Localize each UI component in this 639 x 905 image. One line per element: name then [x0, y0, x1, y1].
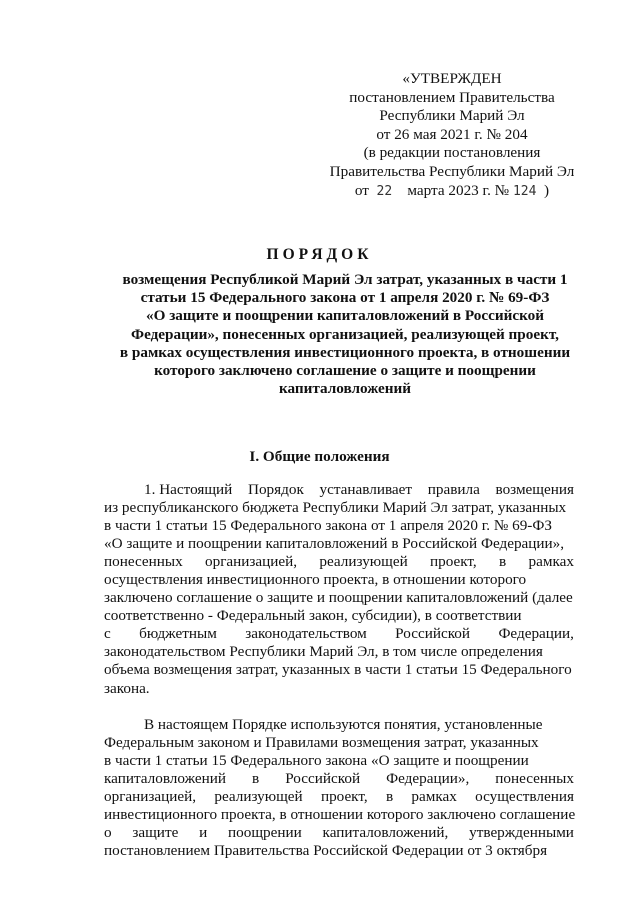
text-segment: постановлением Правительства Российской Федерации от 3 октября: [104, 842, 548, 860]
subtitle-line: Федерации», понесенных организацией, реализующей проект,: [131, 325, 559, 343]
text-line: [104, 788, 574, 806]
approval-line: Республики Марий Эл: [379, 107, 525, 125]
text-segment: «О защите и поощрении капиталовложений в Российской Федерации»,: [104, 535, 565, 553]
text-segment: проект,: [320, 788, 368, 806]
text-segment: законодательством: [245, 625, 367, 643]
text-line: [104, 589, 574, 607]
text-segment: рамках: [411, 788, 457, 806]
text-segment: В настоящем Порядке используются понятия, установленные: [144, 716, 543, 733]
text-segment: Российской: [395, 625, 471, 643]
section-heading: I. Общие положения: [249, 448, 390, 465]
text-segment: защите: [132, 824, 179, 842]
text-segment: соответственно - Федеральный закон, субсидии), в соответствии: [104, 607, 522, 625]
text-segment: законодательством Республики Марий Эл, в том числе определения: [104, 643, 543, 661]
amendment-date-prefix: от: [354, 181, 369, 199]
text-segment: понесенных: [495, 770, 574, 788]
subtitle-line: возмещения Республикой Марий Эл затрат, указанных в части 1: [122, 271, 568, 288]
text-segment: в: [499, 553, 507, 571]
text-line: [104, 499, 574, 517]
approval-amendment-date-line: [318, 182, 586, 202]
paragraph-2: [104, 716, 574, 860]
text-segment: возмещения: [495, 481, 574, 498]
subtitle-line: в рамках осуществления инвестиционного проекта, в отношении: [119, 343, 571, 361]
subtitle-line: «О защите и поощрении капиталовложений в Российской: [146, 307, 544, 325]
text-segment: Российской: [285, 770, 361, 788]
text-line: [104, 824, 574, 842]
text-segment: и: [199, 824, 208, 842]
text-segment: 1. Настоящий: [144, 481, 233, 498]
text-segment: в: [385, 788, 394, 806]
text-segment: заключено соглашение о защите и поощрении капиталовложений (далее: [104, 589, 573, 607]
approval-line: от 26 мая 2021 г. № 204: [376, 125, 528, 143]
document-title: ПОРЯДОК: [266, 246, 373, 263]
text-segment: правила: [427, 481, 480, 498]
text-line: [104, 661, 574, 679]
text-segment: о: [104, 824, 112, 842]
text-segment: поощрении: [228, 824, 302, 842]
text-segment: Порядок: [248, 481, 304, 498]
approval-line: Правительства Республики Марий Эл: [329, 162, 575, 180]
text-segment: реализующей: [214, 788, 303, 806]
text-segment: осуществления: [475, 788, 574, 806]
amendment-number: 124: [512, 183, 537, 199]
text-segment: организацией,: [205, 553, 298, 571]
text-line: [104, 752, 574, 770]
text-segment: реализующей: [319, 553, 408, 571]
text-segment: понесенных: [104, 553, 183, 571]
text-line: [104, 643, 574, 661]
text-segment: капиталовложений: [104, 770, 226, 788]
text-line: [104, 517, 574, 535]
text-segment: в части 1 статьи 15 Федерального закона от 1 апреля 2020 г. № 69-ФЗ: [104, 517, 552, 535]
text-line: [104, 571, 574, 589]
amendment-close-paren: ): [544, 181, 550, 199]
subtitle-line: которого заключено соглашение о защите и поощрении: [154, 362, 536, 380]
text-line: [104, 680, 574, 698]
text-line: [104, 734, 574, 752]
text-segment: объема возмещения затрат, указанных в части 1 статьи 15 Федерального: [104, 661, 572, 679]
text-segment: организацией,: [104, 788, 197, 806]
text-line: [104, 716, 574, 734]
text-segment: устанавливает: [319, 481, 413, 498]
text-segment: бюджетным: [139, 625, 217, 643]
text-segment: закона.: [104, 679, 150, 697]
text-segment: Федеральным законом и Правилами возмещения затрат, указанных: [104, 734, 539, 752]
text-segment: из республиканского бюджета Республики Марий Эл затрат, указанных: [104, 499, 567, 517]
approval-stamp: [318, 70, 586, 201]
paragraph-1: [104, 481, 574, 698]
text-segment: проект,: [430, 553, 477, 571]
text-segment: с: [104, 625, 111, 643]
text-segment: в: [252, 770, 260, 788]
amendment-month-year: марта 2023 г. №: [407, 181, 510, 199]
text-segment: инвестиционного проекта, в отношении которого заключено соглашение: [104, 806, 576, 824]
text-line: [104, 607, 574, 625]
text-segment: Федерации,: [498, 625, 574, 643]
approval-line: (в редакции постановления: [363, 144, 541, 162]
text-line: [104, 625, 574, 643]
text-line: [104, 535, 574, 553]
text-line: [104, 842, 574, 860]
approval-line: «УТВЕРЖДЕН: [402, 70, 502, 87]
text-line: [104, 770, 574, 788]
text-segment: осуществления инвестиционного проекта, в отношении которого: [104, 571, 527, 589]
text-line: [104, 806, 574, 824]
text-segment: Федерации»,: [386, 770, 470, 788]
text-segment: капиталовложений,: [322, 824, 449, 842]
text-line: [104, 553, 574, 571]
text-segment: рамках: [528, 553, 574, 571]
text-segment: в части 1 статьи 15 Федерального закона «О защите и поощрении: [104, 752, 529, 770]
document-subtitle: [110, 271, 580, 398]
approval-line: постановлением Правительства: [349, 88, 555, 106]
subtitle-line: капиталовложений: [278, 380, 412, 398]
text-segment: утвержденными: [469, 824, 574, 842]
subtitle-line: статьи 15 Федерального закона от 1 апреля 2020 г. № 69-ФЗ: [140, 289, 550, 307]
amendment-day: 22: [376, 183, 393, 199]
text-line: [104, 481, 574, 499]
